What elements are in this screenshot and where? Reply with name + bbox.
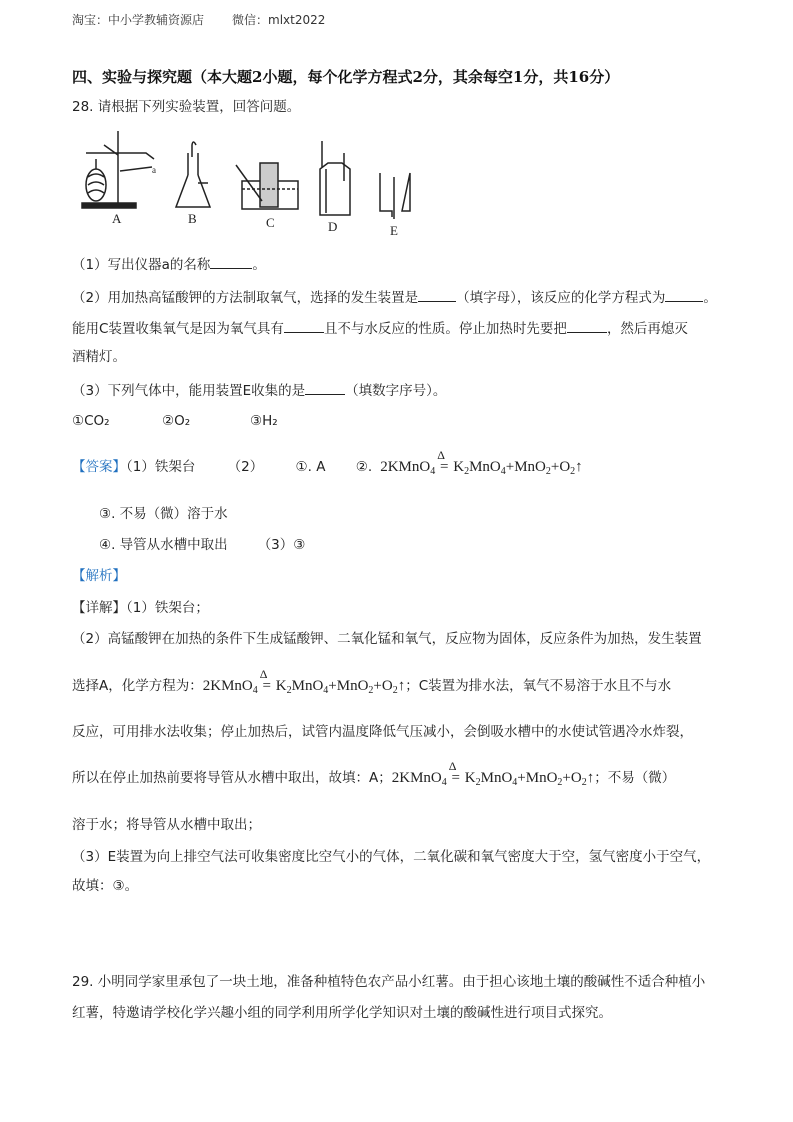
answer-line1 (72, 448, 583, 482)
apparatus-a-drawing (82, 131, 154, 208)
analysis-p4-a: 所以在停止加热前要将导管从水槽中取出，故填：A； (72, 770, 392, 786)
analysis-detail1: 【详解】（1）铁架台； (72, 600, 209, 616)
q29-line1: 29. 小明同学家里承包了一块土地，准备种植特色农产品小红薯。由于担心该地土壤的酸碱性不适合种植小 (72, 974, 706, 990)
q28-option-1: ①CO₂ (72, 413, 110, 429)
answer-blank[interactable] (665, 287, 703, 302)
q28-sub1: （1）写出仪器a的名称 。 (72, 254, 266, 275)
label-a-small: a (152, 165, 156, 175)
apparatus-c-drawing (236, 163, 298, 209)
answer-3a: ④. 导管从水槽中取出 (99, 537, 228, 553)
q28-option-2: ②O₂ (162, 413, 191, 429)
answer-blank[interactable] (210, 254, 252, 269)
analysis-p2-a: 选择A，化学方程为： (72, 678, 203, 694)
section-title: 四、实验与探究题（本大题2小题，每个化学方程式2分，其余每空1分，共16分） (72, 68, 620, 86)
answer-blank[interactable] (418, 287, 456, 302)
q28-sub3 (72, 380, 446, 401)
q28-option-3: ③H₂ (250, 413, 278, 429)
analysis-p4-b: ；不易（微） (594, 770, 676, 786)
label-d: D (328, 219, 338, 234)
analysis-p6: （3）E装置为向上排空气法可收集密度比空气小的气体，二氧化碳和氧气密度大于空，氢气密度小于空气， (72, 849, 711, 865)
label-a: A (112, 211, 122, 226)
header-wechat: 微信：mlxt2022 (232, 13, 326, 27)
answer-blank[interactable] (305, 380, 345, 395)
q28-sub3-tail: （填数字序号）。 (345, 383, 447, 399)
analysis-p1: （2）高锰酸钾在加热的条件下生成锰酸钾、二氧化锰和氧气，反应物为固体，反应条件为加热，发生装置 (72, 631, 702, 647)
analysis-p5: 溶于水；将导管从水槽中取出； (72, 817, 261, 833)
analysis-p4 (72, 759, 676, 793)
label-e: E (390, 223, 398, 235)
q28-sub2-d: 且不与水反应的性质。停止加热时先要把 (323, 321, 567, 337)
analysis-p7: 故填：③。 (72, 878, 139, 894)
answer-3b: （3）③ (257, 537, 306, 553)
q28-stem: 28. 请根据下列实验装置，回答问题。 (72, 99, 301, 115)
apparatus-d-drawing (320, 141, 350, 215)
analysis-p2 (72, 667, 672, 701)
q28-sub1-text: （1）写出仪器a的名称 (72, 257, 211, 273)
label-c: C (266, 215, 275, 230)
header-shop: 淘宝：中小学教辅资源店 (72, 13, 205, 27)
apparatus-b-drawing (176, 142, 210, 207)
q29-line2: 红薯，特邀请学校化学兴趣小组的同学利用所学化学知识对土壤的酸碱性进行项目式探究。 (72, 1005, 612, 1021)
analysis-p3: 反应，可用排水法收集；停止加热后，试管内温度降低气压减小，会倒吸水槽中的水使试管遇冷水炸裂， (72, 724, 693, 740)
q28-sub2-c: 能用C装置收集氧气是因为氧气具有 (72, 321, 284, 337)
answer-line2: ③. 不易（微）溶于水 (99, 506, 228, 522)
answer-blank[interactable] (567, 318, 607, 333)
q28-sub2-b: （填字母），该反应的化学方程式为 (456, 290, 666, 306)
answer-1b: （2） (227, 459, 264, 475)
answer-blank[interactable] (284, 318, 324, 333)
apparatus-e-drawing (380, 173, 410, 219)
answer-tag: 【答案】 (72, 459, 126, 475)
analysis-tag: 【解析】 (72, 568, 126, 584)
answer-1d: ②. (355, 459, 373, 475)
q28-sub3-text: （3）下列气体中，能用装置E收集的是 (72, 383, 306, 399)
q28-sub2-e: ，然后再熄灭 (606, 321, 688, 337)
label-b: B (188, 211, 197, 226)
analysis-p2-b: ；C装置为排水法，氧气不易溶于水且不与水 (405, 678, 672, 694)
apparatus-figure (76, 123, 421, 235)
q28-sub2-line1: （2）用加热高锰酸钾的方法制取氧气，选择的发生装置是 （填字母），该反应的化学方程式为 。 (72, 287, 717, 308)
analysis-equation-1: 2KMnO$_4$ Δ = $K_2MnO_4+MnO_2+O_2↑$ (202, 667, 406, 696)
answer-1a: （1）铁架台 (126, 459, 196, 475)
q28-sub2-a: （2）用加热高锰酸钾的方法制取氧气，选择的发生装置是 (72, 290, 419, 306)
q28-sub2-f: 酒精灯。 (72, 349, 126, 365)
answer-1c: ①. A (295, 459, 326, 475)
answer-line3 (99, 535, 305, 555)
analysis-equation-2: 2KMnO$_4$ Δ = $K_2MnO_4+MnO_2+O_2↑$ (391, 759, 595, 788)
answer-equation: 2KMnO$_4$ Δ = $K_2MnO_4+MnO_2+O_2↑$ (376, 448, 583, 477)
q28-sub2-line2 (72, 318, 688, 339)
